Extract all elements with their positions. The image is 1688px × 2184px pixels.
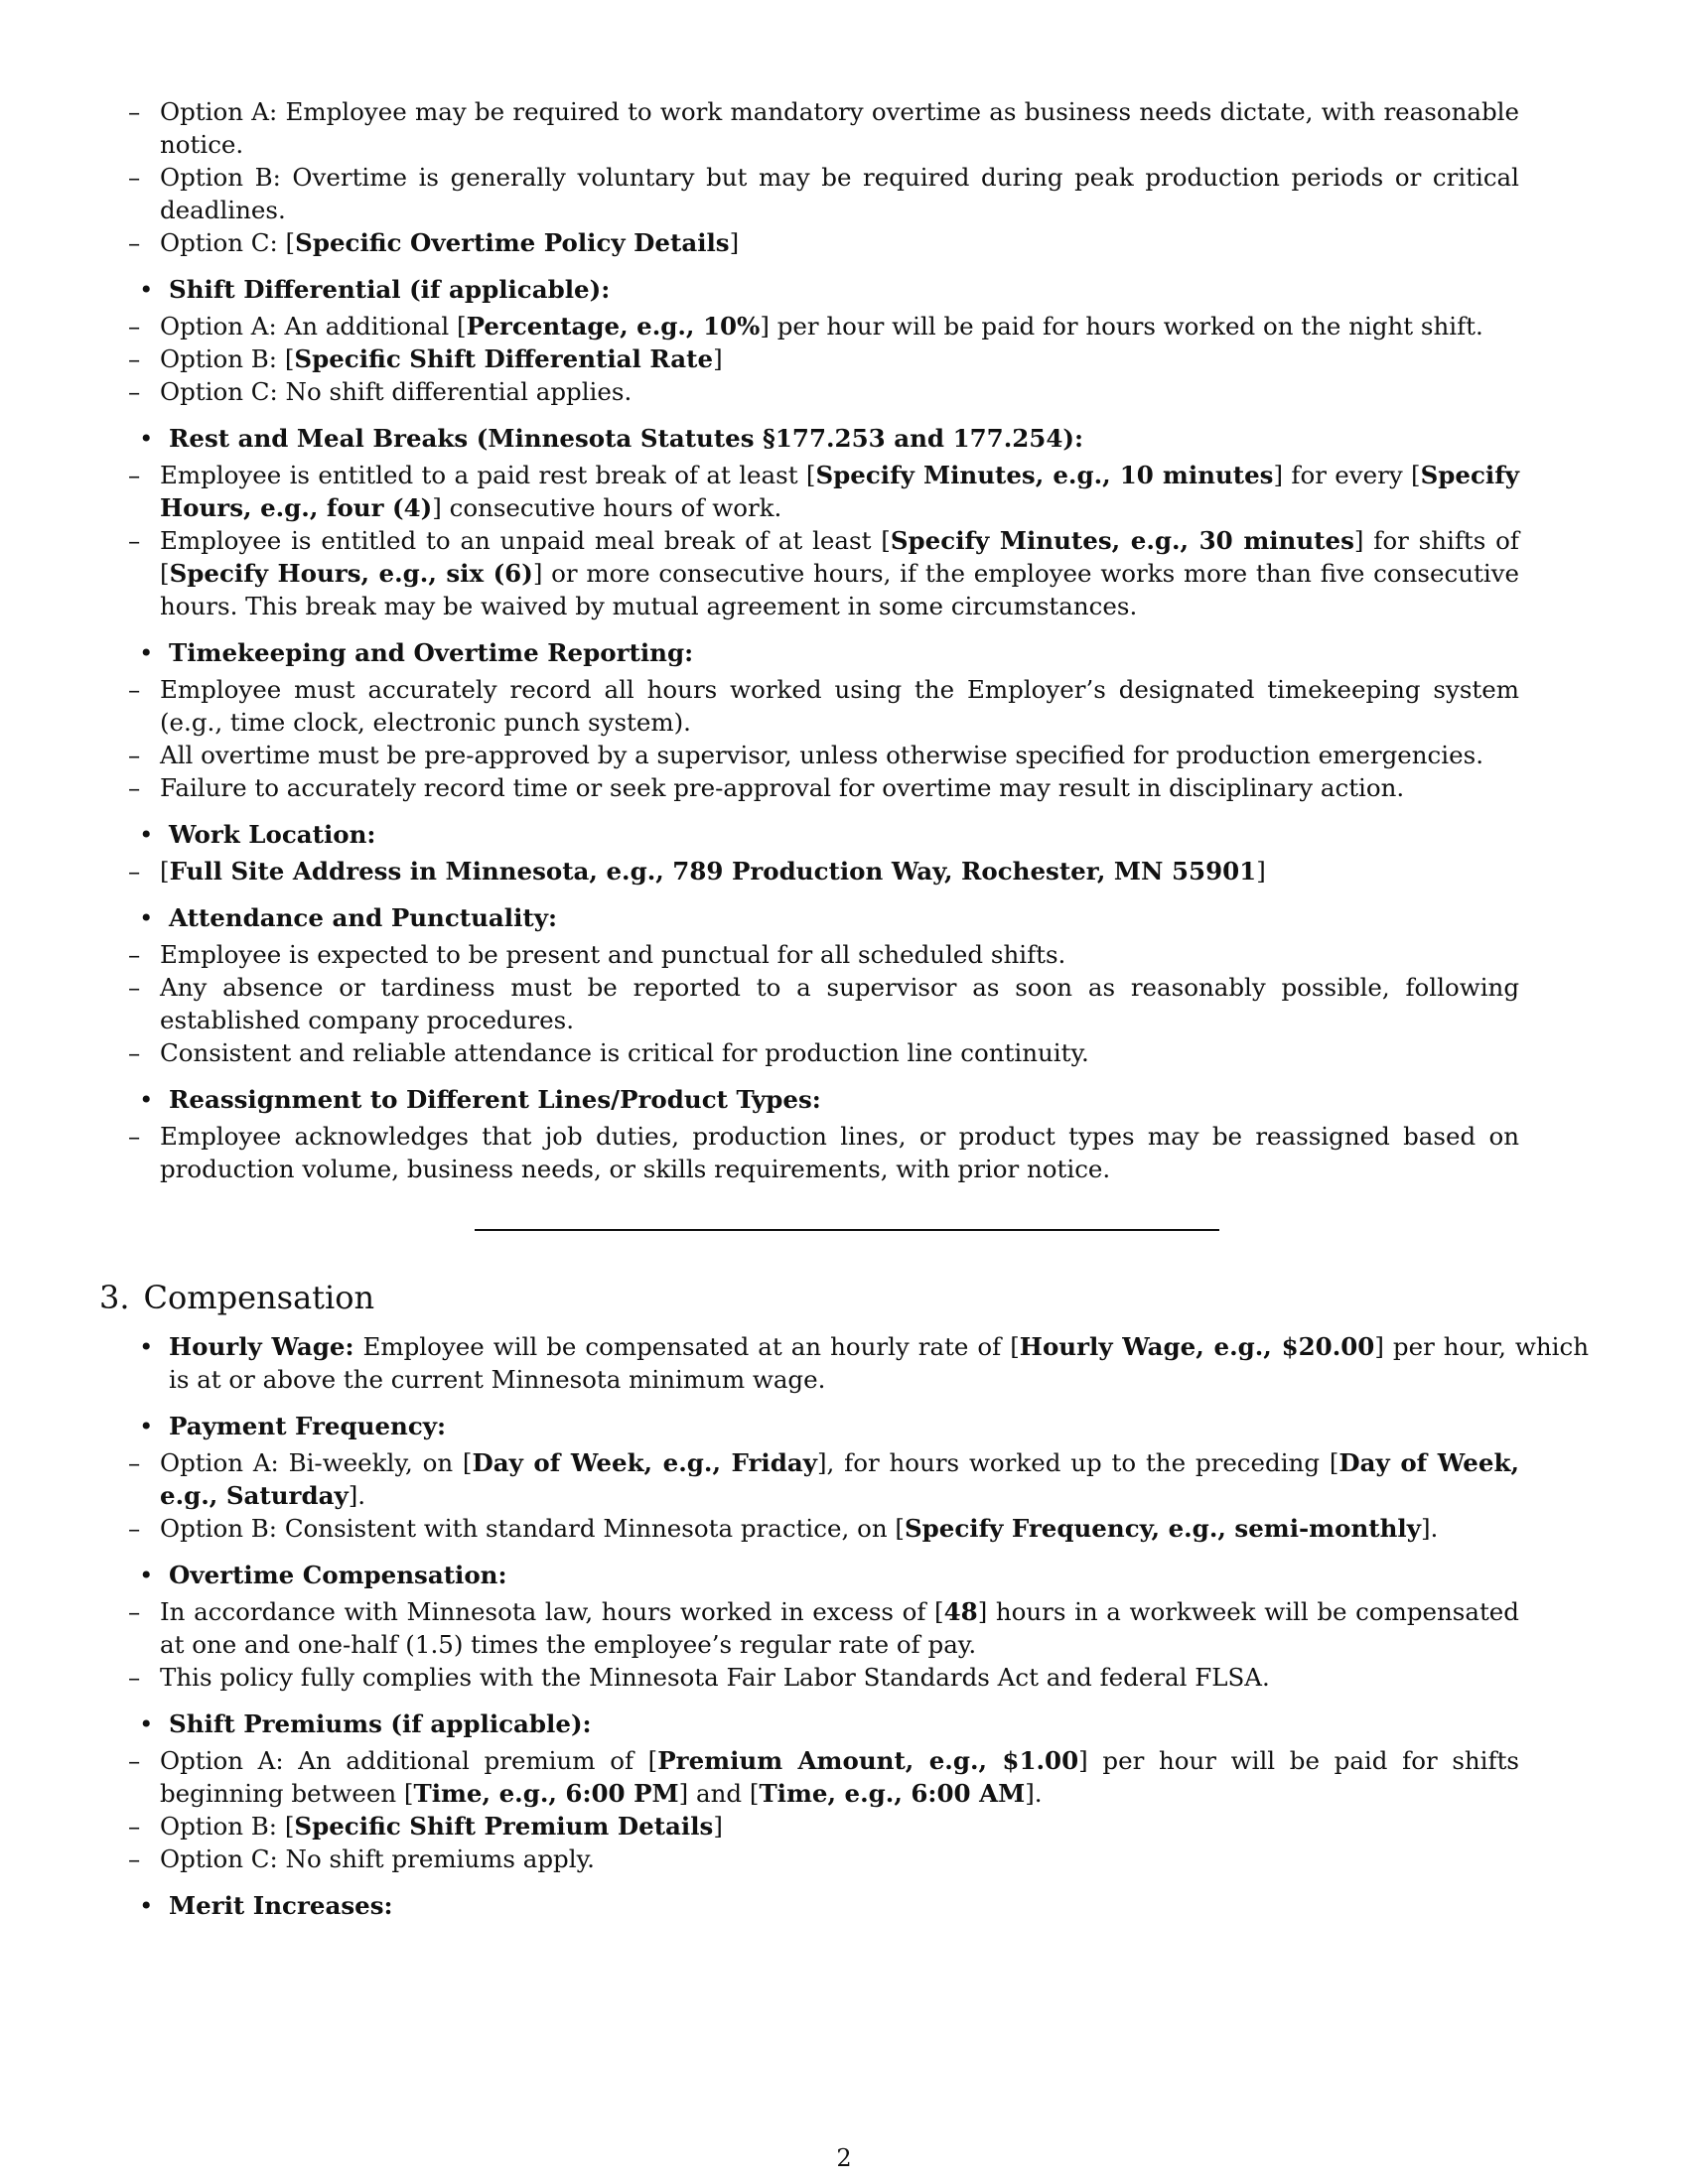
list-item: – Employee is expected to be present and punctual for all scheduled shifts. xyxy=(128,940,1066,969)
list-item: – This policy fully complies with the Minnesota Fair Labor Standards Act and federal FLSA. xyxy=(128,1663,1270,1692)
section-heading: Overtime Compensation: xyxy=(169,1561,507,1589)
list-item: – Consistent and reliable attendance is critical for production line continuity. xyxy=(128,1038,1089,1067)
section-heading: Timekeeping and Overtime Reporting: xyxy=(169,638,694,667)
list-item: – Option B: [Specific Shift Differential Rate] xyxy=(128,344,723,373)
list-item: – Failure to accurately record time or seek pre-approval for overtime may result in disciplinary action. xyxy=(128,773,1405,802)
list-item: – Employee must accurately record all hours worked using the Employer’s designated timekeeping system (e.g., time clock, electronic punch system). xyxy=(128,675,1519,737)
section-heading: Payment Frequency: xyxy=(169,1412,447,1440)
list-item: – [Full Site Address in Minnesota, e.g., 789 Production Way, Rochester, MN 55901] xyxy=(128,857,1266,886)
section-heading: Attendance and Punctuality: xyxy=(169,903,557,932)
section-divider xyxy=(475,1229,1219,1231)
overtime-options-list xyxy=(99,95,1599,259)
merit-increases-item: • Merit Increases: xyxy=(139,1891,393,1920)
overtime-compensation-item: • Overtime Compensation: – In accordance with Minnesota law, hours worked in excess of [48] hours in a workweek will be compensated at one and one-half (1.5) times the employee’s regular rate of pay. – This policy fully complies with the Minnesota Fair Labor Standards Act and federal FLSA. xyxy=(128,1561,1519,1692)
list-item: – Option C: No shift premiums apply. xyxy=(128,1844,595,1873)
list-item: – Option A: An additional premium of [Premium Amount, e.g., $1.00] per hour will be paid for shifts beginning between [Time, e.g., 6:00 PM] and [Time, e.g., 6:00 AM]. xyxy=(128,1746,1520,1808)
section-heading: Shift Premiums (if applicable): xyxy=(169,1709,592,1738)
list-item: – Any absence or tardiness must be reported to a supervisor as soon as reasonably possible, following established company procedures. xyxy=(128,973,1519,1034)
rest-breaks-item: • Rest and Meal Breaks (Minnesota Statutes §177.253 and 177.254): – Employee is entitled to a paid rest break of at least [Specify Minutes, e.g., 10 minutes] for every [Specify Hours, e.g., four (4)] consecutive hours of work. – Employee is entitled to an unpaid meal break of at least [Specify Minutes, e.g., 30 minutes] for shifts of [Specify Hours, e.g., six (6)] or more consecutive hours, if the employee works more than five consecutive hours. This break may be waived by mutual agreement in some circumstances. xyxy=(128,424,1520,620)
section-heading: Shift Differential (if applicable): xyxy=(169,275,611,304)
payment-frequency-item: • Payment Frequency: – Option A: Bi-weekly, on [Day of Week, e.g., Friday], for hours worked up to the preceding [Day of Week, e.g., Saturday]. – Option B: Consistent with standard Minnesota practice, on [Specify Frequency, e.g., semi-monthly]. xyxy=(128,1412,1519,1543)
list-item: – Option C: [Specific Overtime Policy Details] xyxy=(128,228,740,257)
shift-differential-item: • Shift Differential (if applicable): – Option A: An additional [Percentage, e.g., 10%] per hour will be paid for hours worked on the night shift. – Option B: [Specific Shift Differential Rate] – Option C: No shift differential applies. xyxy=(169,273,1589,408)
list-item: – Option A: Bi-weekly, on [Day of Week, e.g., Friday], for hours worked up to the preceding [Day of Week, e.g., Saturday]. xyxy=(128,1448,1519,1510)
list-item: – Option A: An additional [Percentage, e.g., 10%] per hour will be paid for hours worked on the night shift. xyxy=(128,312,1483,341)
list-item: – In accordance with Minnesota law, hours worked in excess of [48] hours in a workweek will be compensated at one and one-half (1.5) times the employee’s regular rate of pay. xyxy=(128,1597,1519,1659)
shift-premiums-item: • Shift Premiums (if applicable): – Option A: An additional premium of [Premium Amount, e.g., $1.00] per hour will be paid for shifts beginning between [Time, e.g., 6:00 PM] and [Time, e.g., 6:00 AM]. – Option B: [Specific Shift Premium Details] – Option C: No shift premiums apply. xyxy=(128,1709,1520,1873)
timekeeping-item: • Timekeeping and Overtime Reporting: – Employee must accurately record all hours worked using the Employer’s designated timekeeping system (e.g., time clock, electronic punch system). – All overtime must be pre-approved by a supervisor, unless otherwise specified for production emergencies. – Failure to accurately record time or seek pre-approval for overtime may result in disciplinary action. xyxy=(128,638,1519,802)
attendance-item: • Attendance and Punctuality: – Employee is expected to be present and punctual for all scheduled shifts. – Any absence or tardiness must be reported to a supervisor as soon as reasonably possible, following established company procedures. – Consistent and reliable attendance is critical for production line continuity. xyxy=(128,903,1519,1067)
hourly-wage-item: • Hourly Wage: Employee will be compensated at an hourly rate of [Hourly Wage, e.g., $20.00] per hour, which is at or above the current Minnesota minimum wage. xyxy=(139,1332,1589,1394)
list-item: – All overtime must be pre-approved by a supervisor, unless otherwise specified for production emergencies. xyxy=(128,741,1483,769)
section-heading: Merit Increases: xyxy=(169,1891,393,1920)
list-item: – Option B: Overtime is generally voluntary but may be required during peak production periods or critical deadlines. xyxy=(128,163,1519,224)
section-heading: Rest and Meal Breaks (Minnesota Statutes §177.253 and 177.254): xyxy=(169,424,1084,453)
list-item: – Option C: No shift differential applies. xyxy=(128,377,633,406)
reassignment-item: • Reassignment to Different Lines/Product Types: – Employee acknowledges that job duties, production lines, or product types may be reassigned based on production volume, business needs, or skills requirements, with prior notice. xyxy=(128,1085,1519,1183)
document-page xyxy=(99,95,1599,1922)
list-item: – Employee acknowledges that job duties, production lines, or product types may be reassigned based on production volume, business needs, or skills requirements, with prior notice. xyxy=(128,1122,1519,1183)
work-location-item: • Work Location: – [Full Site Address in Minnesota, e.g., 789 Production Way, Rochester, MN 55901] xyxy=(169,818,1589,887)
page-number: 2 xyxy=(836,2144,852,2172)
section-heading: Reassignment to Different Lines/Product Types: xyxy=(169,1085,821,1114)
list-item: – Employee is entitled to a paid rest break of at least [Specify Minutes, e.g., 10 minutes] for every [Specify Hours, e.g., four (4)] consecutive hours of work. xyxy=(128,461,1519,522)
list-item: – Option B: [Specific Shift Premium Details] xyxy=(128,1812,723,1841)
section-heading: Work Location: xyxy=(169,820,376,849)
section-title: 3. Compensation xyxy=(99,1279,375,1316)
list-item: – Employee is entitled to an unpaid meal break of at least [Specify Minutes, e.g., 30 minutes] for shifts of [Specify Hours, e.g., six (6)] or more consecutive hours, if the employee works more than five consecutive hours. This break may be waived by mutual agreement in some circumstances. xyxy=(128,526,1520,620)
list-item: – Option B: Consistent with standard Minnesota practice, on [Specify Frequency, e.g., semi-monthly]. xyxy=(128,1514,1439,1543)
list-item: – Option A: Employee may be required to work mandatory overtime as business needs dictate, with reasonable notice. xyxy=(128,97,1519,159)
